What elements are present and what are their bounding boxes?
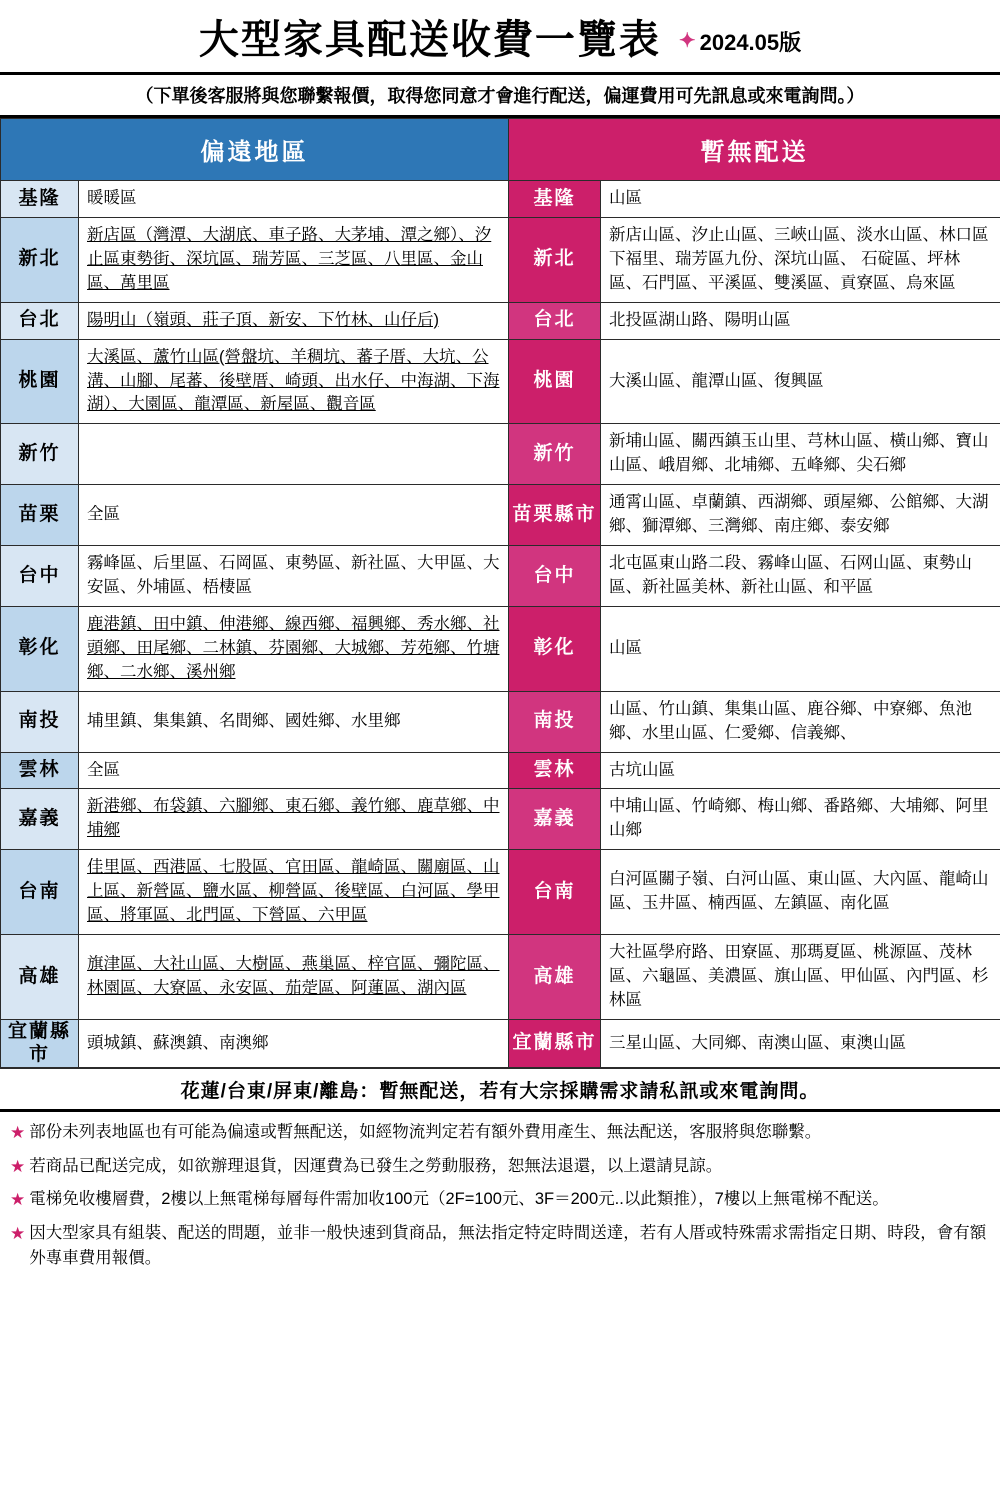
star-icon: ★ bbox=[10, 1123, 26, 1143]
notice-bar: （下單後客服將與您聯繫報價，取得您同意才會進行配送，偏運費用可先訊息或來電詢問。） bbox=[0, 72, 1000, 118]
row-value-nodelivery: 山區 bbox=[601, 181, 1000, 218]
row-value-nodelivery: 白河區關子嶺、白河山區、東山區、大內區、龍崎山區、玉井區、楠西區、左鎮區、南化區 bbox=[601, 850, 1000, 935]
table-row bbox=[1, 546, 1000, 607]
table-row bbox=[1, 339, 1000, 424]
table-row bbox=[1, 789, 1000, 850]
row-label-nodelivery: 新竹 bbox=[509, 424, 601, 485]
island-note: 花蓮/台東/屏東/離島：暫無配送，若有大宗採購需求請私訊或來電詢問。 bbox=[0, 1068, 1000, 1112]
row-label-remote: 宜蘭縣市 bbox=[1, 1019, 79, 1068]
row-value-remote: 全區 bbox=[79, 752, 509, 789]
row-value-nodelivery: 新埔山區、關西鎮玉山里、芎林山區、橫山鄉、寶山山區、峨眉鄉、北埔鄉、五峰鄉、尖石鄉 bbox=[601, 424, 1000, 485]
version-badge bbox=[679, 26, 801, 57]
row-label-nodelivery: 雲林 bbox=[509, 752, 601, 789]
row-value-nodelivery: 山區 bbox=[601, 606, 1000, 691]
no-delivery-header: 暫無配送 bbox=[509, 119, 1000, 181]
row-label-nodelivery: 彰化 bbox=[509, 606, 601, 691]
table-row bbox=[1, 485, 1000, 546]
row-label-remote: 新北 bbox=[1, 217, 79, 302]
row-value-nodelivery: 山區、竹山鎮、集集山區、鹿谷鄉、中寮鄉、魚池鄉、水里山區、仁愛鄉、信義鄉、 bbox=[601, 691, 1000, 752]
table-header-row bbox=[1, 119, 1000, 181]
row-label-nodelivery: 新北 bbox=[509, 217, 601, 302]
row-label-remote: 南投 bbox=[1, 691, 79, 752]
table-row bbox=[1, 606, 1000, 691]
row-value-remote: 陽明山（嶺頭、莊子頂、新安、下竹林、山仔后) bbox=[79, 302, 509, 339]
row-value-remote: 頭城鎮、蘇澳鎮、南澳鄉 bbox=[79, 1019, 509, 1068]
row-value-remote: 全區 bbox=[79, 485, 509, 546]
row-label-remote: 彰化 bbox=[1, 606, 79, 691]
row-label-remote: 雲林 bbox=[1, 752, 79, 789]
row-value-remote: 鹿港鎮、田中鎮、伸港鄉、線西鄉、福興鄉、秀水鄉、社頭鄉、田尾鄉、二林鎮、芬園鄉、大城鄉、芳苑鄉、竹塘鄉、二水鄉、溪州鄉 bbox=[79, 606, 509, 691]
row-value-nodelivery: 大溪山區、龍潭山區、復興區 bbox=[601, 339, 1000, 424]
footnote-text: 部份未列表地區也有可能為偏遠或暫無配送，如經物流判定若有額外費用產生、無法配送，客服將與您聯繫。 bbox=[29, 1123, 822, 1142]
row-label-remote: 高雄 bbox=[1, 935, 79, 1020]
row-label-nodelivery: 桃園 bbox=[509, 339, 601, 424]
footnote-item bbox=[10, 1187, 990, 1213]
footnote-item bbox=[10, 1154, 990, 1180]
table-row bbox=[1, 850, 1000, 935]
row-value-remote: 霧峰區、后里區、石岡區、東勢區、新社區、大甲區、大安區、外埔區、梧棲區 bbox=[79, 546, 509, 607]
footnotes-list bbox=[0, 1112, 1000, 1270]
row-value-nodelivery: 三星山區、大同鄉、南澳山區、東澳山區 bbox=[601, 1019, 1000, 1068]
row-label-remote: 桃園 bbox=[1, 339, 79, 424]
footnote-item bbox=[10, 1221, 990, 1271]
star-icon: ★ bbox=[10, 1190, 26, 1210]
row-label-nodelivery: 高雄 bbox=[509, 935, 601, 1020]
footnote-text: 若商品已配送完成，如欲辦理退貨，因運費為已發生之勞動服務，恕無法退還，以上還請見諒。 bbox=[29, 1156, 723, 1175]
footnote-item bbox=[10, 1120, 990, 1146]
version-label: 2024.05版 bbox=[699, 29, 802, 55]
row-value-nodelivery: 通霄山區、卓蘭鎮、西湖鄉、頭屋鄉、公館鄉、大湖鄉、獅潭鄉、三灣鄉、南庄鄉、泰安鄉 bbox=[601, 485, 1000, 546]
page-title: 大型家具配送收費一覽表 bbox=[198, 17, 661, 62]
row-value-remote: 新港鄉、布袋鎮、六腳鄉、東石鄉、義竹鄉、鹿草鄉、中埔鄉 bbox=[79, 789, 509, 850]
row-value-remote: 大溪區、蘆竹山區(營盤坑、羊稠坑、蕃子厝、大坑、公溝、山腳、尾蕃、後壁厝、崎頭、出水仔、中海湖、下海湖）、大園區、龍潭區、新屋區、觀音區 bbox=[79, 339, 509, 424]
row-value-remote: 暖暖區 bbox=[79, 181, 509, 218]
row-value-nodelivery: 大社區學府路、田寮區、那瑪夏區、桃源區、茂林區、六龜區、美濃區、旗山區、甲仙區、內門區、杉林區 bbox=[601, 935, 1000, 1020]
row-label-remote: 苗栗 bbox=[1, 485, 79, 546]
row-label-nodelivery: 基隆 bbox=[509, 181, 601, 218]
star-icon: ★ bbox=[10, 1223, 26, 1243]
table-row bbox=[1, 1019, 1000, 1068]
row-value-remote: 埔里鎮、集集鎮、名間鄉、國姓鄉、水里鄉 bbox=[79, 691, 509, 752]
table-row bbox=[1, 691, 1000, 752]
row-value-nodelivery: 中埔山區、竹崎鄉、梅山鄉、番路鄉、大埔鄉、阿里山鄉 bbox=[601, 789, 1000, 850]
star-icon: ★ bbox=[10, 1156, 26, 1176]
footnote-text: 因大型家具有組裝、配送的問題，並非一般快速到貨商品，無法指定特定時間送達，若有人厝或特殊需求需指定日期、時段，會有額外專車費用報價。 bbox=[29, 1223, 987, 1267]
row-label-remote: 基隆 bbox=[1, 181, 79, 218]
table-row bbox=[1, 935, 1000, 1020]
row-label-nodelivery: 南投 bbox=[509, 691, 601, 752]
row-value-nodelivery: 北屯區東山路二段、霧峰山區、石网山區、東勢山區、新社區美林、新社山區、和平區 bbox=[601, 546, 1000, 607]
row-label-remote: 新竹 bbox=[1, 424, 79, 485]
table-row bbox=[1, 181, 1000, 218]
row-label-nodelivery: 宜蘭縣市 bbox=[509, 1019, 601, 1068]
footnote-text: 電梯免收樓層費，2樓以上無電梯每層每件需加收100元（2F=100元、3F＝200元..以此類推），7樓以上無電梯不配送。 bbox=[29, 1190, 889, 1209]
table-row bbox=[1, 217, 1000, 302]
row-value-remote: 佳里區、西港區、七股區、官田區、龍崎區、關廟區、山上區、新營區、鹽水區、柳營區、後壁區、白河區、學甲區、將軍區、北門區、下營區、六甲區 bbox=[79, 850, 509, 935]
row-label-nodelivery: 嘉義 bbox=[509, 789, 601, 850]
row-label-remote: 嘉義 bbox=[1, 789, 79, 850]
row-label-remote: 台中 bbox=[1, 546, 79, 607]
row-value-remote bbox=[79, 424, 509, 485]
row-value-nodelivery: 新店山區、汐止山區、三峽山區、淡水山區、林口區下福里、瑞芳區九份、深坑山區、 石碇區、坪林區、石門區、平溪區、雙溪區、貢寮區、烏來區 bbox=[601, 217, 1000, 302]
remote-area-header: 偏遠地區 bbox=[1, 119, 509, 181]
row-label-nodelivery: 苗栗縣市 bbox=[509, 485, 601, 546]
row-label-nodelivery: 台北 bbox=[509, 302, 601, 339]
row-label-nodelivery: 台南 bbox=[509, 850, 601, 935]
row-value-nodelivery: 北投區湖山路、陽明山區 bbox=[601, 302, 1000, 339]
page-header bbox=[0, 0, 1000, 72]
table-body bbox=[1, 181, 1000, 1068]
row-label-nodelivery: 台中 bbox=[509, 546, 601, 607]
row-value-remote: 新店區（灣潭、大湖底、車子路、大茅埔、潭之鄉）、汐止區東勢街、深坑區、瑞芳區、三芝區、八里區、金山區、萬里區 bbox=[79, 217, 509, 302]
delivery-area-table bbox=[0, 118, 1000, 1068]
row-value-remote: 旗津區、大社山區、大樹區、燕巢區、梓官區、彌陀區、 林園區、大寮區、永安區、茄萣區、阿蓮區、湖內區 bbox=[79, 935, 509, 1020]
table-row bbox=[1, 424, 1000, 485]
diamond-icon: ✦ bbox=[678, 30, 696, 52]
row-value-nodelivery: 古坑山區 bbox=[601, 752, 1000, 789]
row-label-remote: 台南 bbox=[1, 850, 79, 935]
table-row bbox=[1, 752, 1000, 789]
table-row bbox=[1, 302, 1000, 339]
row-label-remote: 台北 bbox=[1, 302, 79, 339]
